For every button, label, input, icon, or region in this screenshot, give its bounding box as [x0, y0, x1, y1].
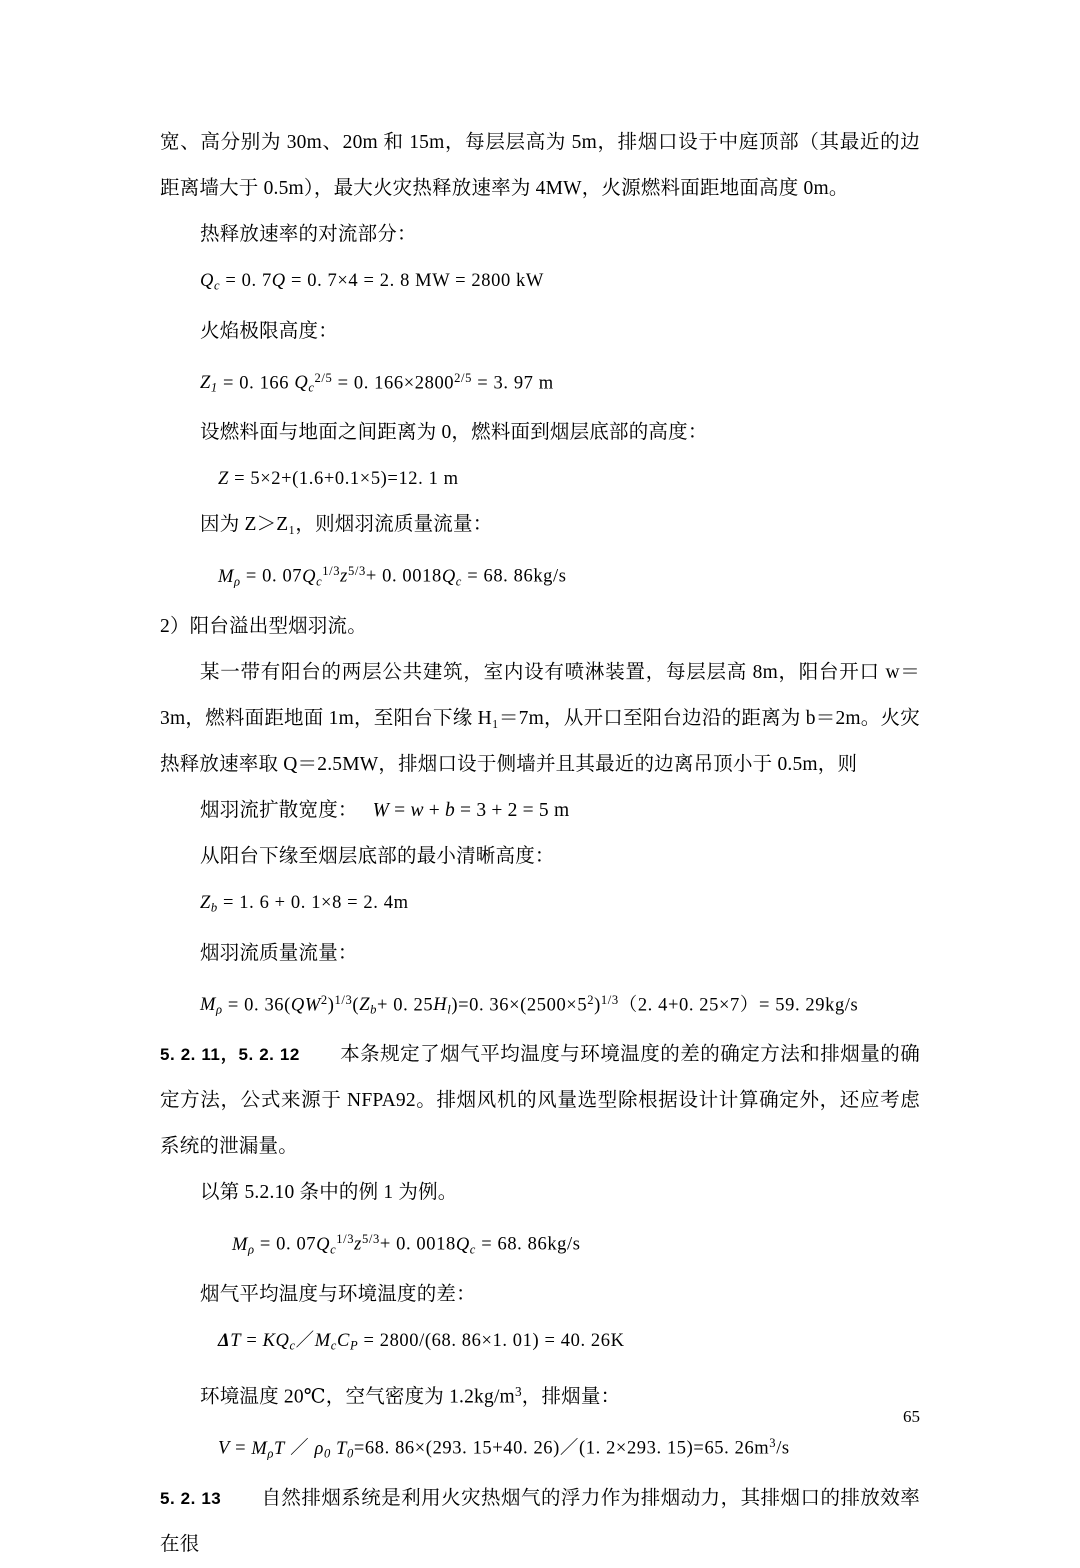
paragraph-plume-width: 烟羽流扩散宽度： W = w + b = 3 + 2 = 5 m: [200, 800, 570, 822]
paragraph: 某一带有阳台的两层公共建筑，室内设有喷淋装置，每层层高 8m，阳台开口 w＝3m，燃料面距地面 1m，至阳台下缘 H₁＝7m，从开口至阳台边沿的距离为 b＝2m。火灾热释放速率取 Q＝2.5MW，排烟口设于侧墙并且其最近的边离吊顶小于 0.5m，则: [160, 662, 920, 776]
clause-text: 本条规定了烟气平均温度与环境温度的差的确定方法和排烟量的确定方法，公式来源于 NFPA92。排烟风机的风量选型除根据设计计算确定外，还应考虑系统的泄漏量。: [160, 1044, 921, 1158]
paragraph: 火焰极限高度：: [200, 320, 338, 342]
clause-number: 5. 2. 13: [160, 1489, 222, 1509]
paragraph: 2）阳台溢出型烟羽流。: [160, 616, 367, 638]
page-content: [160, 120, 920, 1568]
paragraph: 宽、高分别为 30m、20m 和 15m，每层层高为 5m，排烟口设于中庭顶部（其最近的边距离墙大于 0.5m），最大火灾热释放速率为 4MW，火源燃料面距地面高度 0m。: [160, 132, 920, 199]
paragraph: 以第 5.2.10 条中的例 1 为例。: [200, 1182, 458, 1204]
clause-text: 自然排烟系统是利用火灾热烟气的浮力作为排烟动力，其排烟口的排放效率在很: [160, 1488, 920, 1556]
paragraph: 设燃料面与地面之间距离为 0，燃料面到烟层底部的高度：: [200, 422, 708, 444]
clause-paragraph: [160, 1476, 920, 1568]
clause-paragraph: [160, 1032, 920, 1170]
page-number: 65: [903, 1407, 920, 1426]
paragraph: 热释放速率的对流部分：: [200, 224, 417, 245]
formula-smoke-layer-height: Z = 5×2+(1.6+0.1×5)=12. 1 m: [218, 469, 459, 490]
paragraph-ambient-temperature: 环境温度 20℃，空气密度为 $1.2kg/m^3$，排烟量：: [200, 1383, 621, 1408]
formula-exhaust-volume: $V = M_\rho T$ ／ $\rho_0$ $T_0=68$. 86×(293. 15+40. 26)／(1. 2×293. 15)=65. $26m^3/s$: [218, 1436, 790, 1461]
clause-number: 5. 2. 11，5. 2. 12: [160, 1045, 300, 1065]
paragraph: 烟气平均温度与环境温度的差：: [200, 1284, 476, 1306]
formula-flame-limit-height: $Z_1 = 0$. 166 $Q_c^{2/5} = 0$. $166\times 2800^{2/5} = 3$. 97 m: [200, 370, 554, 395]
paragraph: 因为 Z＞Z₁，则烟羽流质量流量：: [200, 514, 493, 536]
formula-convective-heat-release: $Q_c = 0$. 7Q = 0. 7×4 = 2. 8 MW = 2800 kW: [200, 271, 544, 293]
formula-clear-height: $Z_b = 1$. 6 + 0. 1×8 = 2. 4m: [200, 893, 409, 915]
formula-plume-mass-flow: $M_\rho = 0$. $07Q_c^{1/3}z^{5/3}+ 0$. $0018Q_c = 68$. 86kg/s: [218, 564, 567, 589]
formula-temperature-difference: $\Delta T = KQ_c/M_cC_P = 2800/(68$. 86×1. 01) = 40. 26K: [218, 1331, 625, 1353]
formula-balcony-plume-mass-flow: $M_\rho = 0$. $36(QW^2)^{1/3}(Z_b+ 0$. $25H_l)=0$. $36\times(2500\times 5^2)^{1/3}(2$. 4+0. 25×7）= 59. 29kg/s: [200, 992, 859, 1017]
formula-plume-mass-flow-example: $M_\rho = 0$. $07Q_c^{1/3}z^{5/3}+ 0$. $0018Q_c = 68$. 86kg/s: [232, 1232, 581, 1257]
paragraph: 烟羽流质量流量：: [200, 942, 358, 964]
paragraph: 从阳台下缘至烟层底部的最小清晰高度：: [200, 846, 555, 868]
